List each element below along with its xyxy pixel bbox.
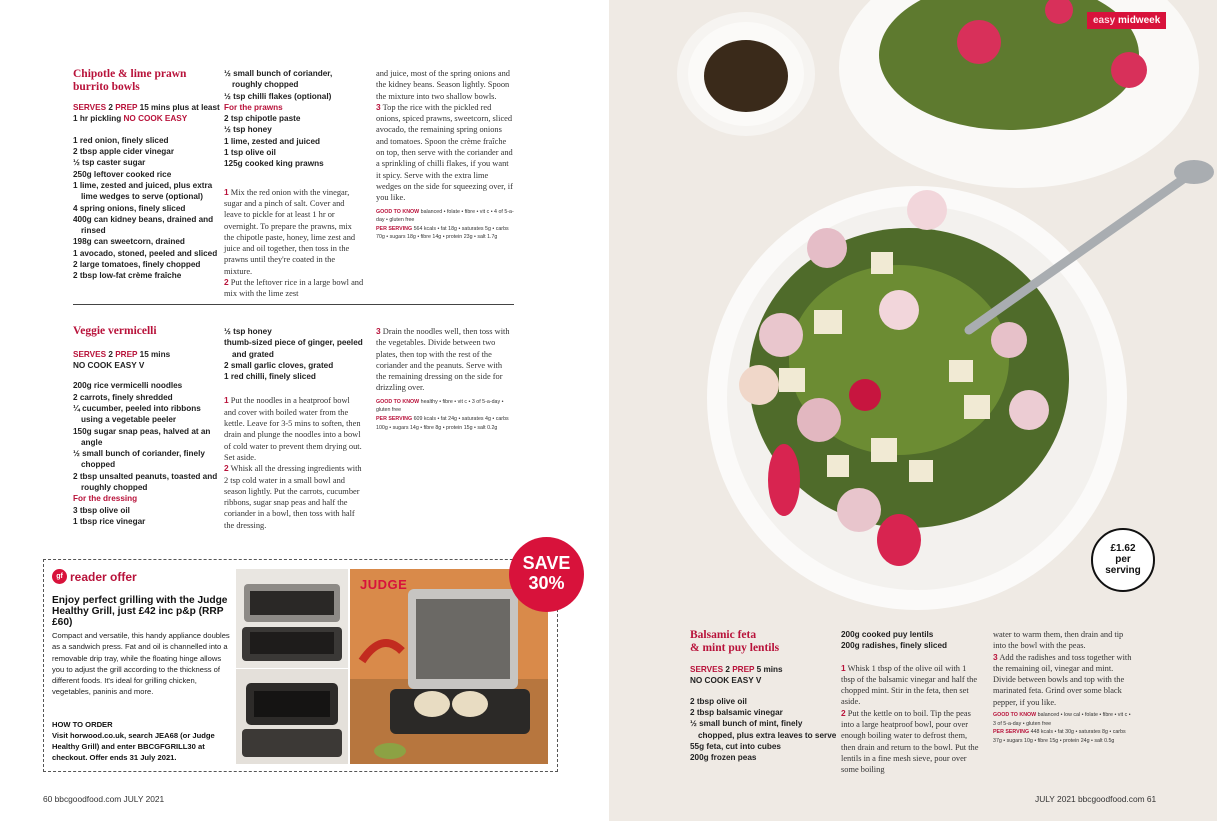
recipe-lentils-col2 <box>841 629 981 776</box>
subhead: For the prawns <box>224 102 283 112</box>
offer-headline: Enjoy perfect grilling with the Judge Healthy Grill, just £42 inc p&p (RRP £60) <box>52 595 228 628</box>
method-steps: 1 Whisk 1 tbsp of the olive oil with 1 tbsp of the balsamic vinegar and half the chopped mint. Stir in the feta, then set aside. 2 Put the kettle on to boil. Tip the peas into a large heatproof bowl, pour over enough boiling water to defrost them, then drain and return to the bowl. Put the lentils in a fine mesh sieve, pour over some boiling <box>841 662 979 775</box>
recipe-vermicelli-col3 <box>376 326 514 432</box>
ingredient-list: ½ tsp honey thumb-sized piece of ginger, peeled and grated 2 small garlic cloves, grated 1 red chilli, finely sliced <box>224 327 363 382</box>
offer-how-to-order: HOW TO ORDER Visit horwood.co.uk, search JEA68 (or Judge Healthy Grill) and enter BBCGFGRILL30 at checkout. Offer ends 31 July 2021. <box>52 720 215 763</box>
method-steps: 1 Put the noodles in a heatproof bowl and cover with boiled water from the kettle. Leave for 3-5 mins to soften, then drain and plunge the noodles into a bowl of cold water to prevent them drying out. Set aside. 2 Whisk all the dressing ingredients with 2 tsp cold water in a small bowl and season lightly. Put the carrots, cucumber ribbons, sugar snap peas and half the coriander in a bowl, then toss with half the dressing. <box>224 395 362 530</box>
recipe-title <box>73 68 223 93</box>
recipe-meta: SERVES 2 PREP 15 mins NO COOK EASY V <box>73 349 171 370</box>
page-footer-left: 60 bbcgoodfood.com JULY 2021 <box>43 794 165 804</box>
method-steps: 3 Drain the noodles well, then toss with the vegetables. Divide between two plates, then top with the rest of the coriander and the peanuts. Serve with the remaining dressing on the side for drizzling over. <box>376 326 510 393</box>
divider-rule <box>73 304 514 305</box>
save-badge: SAVE 30% <box>509 537 584 612</box>
recipe-burrito-col2 <box>224 68 364 300</box>
reader-offer-title: reader offer <box>70 569 137 584</box>
ingredient-list: 2 tbsp olive oil 2 tbsp balsamic vinegar ½ small bunch of mint, finely chopped, plus extra leaves to serve 55g feta, cut into cubes 200g frozen peas <box>690 696 837 763</box>
nutrition-info: GOOD TO KNOW balanced • low cal • folate • fibre • vit c • 3 of 5-a-day • gluten free PER SERVING 448 kcals • fat 30g • saturates 8g • carbs 37g • sugars 10g • fibre 15g • protein 24g • salt 0.5g <box>993 712 1131 744</box>
recipe-meta: SERVES 2 PREP 15 mins plus at least 1 hr pickling NO COOK EASY <box>73 103 220 124</box>
right-page <box>609 0 1217 821</box>
method-steps: and juice, most of the spring onions and the kidney beans. Season lightly. Spoon the mixture into two shallow bowls. 3 Top the rice with the pickled red onions, spiced prawns, sweetcorn, sliced avocado, the remaining spring onions and tomatoes. Spoon the crème fraîche on top, then serve with the coriander and a sprinkling of chilli flakes, if you want it spicy. Serve with the extra lime wedges on the side for squeezing over, if you like. <box>376 69 513 203</box>
ingredient-list: 1 red onion, finely sliced 2 tbsp apple cider vinegar ½ tsp caster sugar 250g leftover cooked rice 1 lime, zested and juiced, plus extra lime wedges to serve (optional) 4 spring onions, finely sliced 400g can kidney beans, drained and rinsed 198g can sweetcorn, drained 1 avocado, stoned, peeled and sliced 2 large tomatoes, finely chopped 2 tbsp low-fat crème fraîche <box>73 135 218 281</box>
ingredient-list: ½ small bunch of coriander, roughly chopped ½ tsp chilli flakes (optional) For the prawns 2 tsp chipotle paste ½ tsp honey 1 lime, zested and juiced 1 tsp olive oil 125g cooked king prawns <box>224 68 364 170</box>
ingredient-list: 200g rice vermicelli noodles 2 carrots, finely shredded ¼ cucumber, peeled into ribbons using a vegetable peeler 150g sugar snap peas, halved at an angle ½ small bunch of coriander, finely chopped 2 tbsp unsalted peanuts, toasted and roughly chopped For the dressing 3 tbsp olive oil 1 tbsp rice vinegar <box>73 380 223 527</box>
product-image-drip-tray <box>236 669 348 764</box>
reader-offer-box <box>43 559 558 772</box>
recipe-meta: SERVES 2 PREP 5 mins NO COOK EASY V <box>690 665 783 686</box>
ingredient-list: 200g cooked puy lentils 200g radishes, finely sliced <box>841 630 948 651</box>
recipe-vermicelli-col1 <box>73 325 223 527</box>
subhead: For the dressing <box>73 494 138 504</box>
product-image-grill-open <box>236 569 348 668</box>
recipe-lentils-col1 <box>690 629 840 764</box>
recipe-title-line1: Chipotle & lime prawn <box>73 68 187 80</box>
recipe-burrito-col3 <box>376 68 514 242</box>
recipe-title: Balsamic feta & mint puy lentils <box>690 629 780 654</box>
section-tag: easy midweek <box>1087 12 1166 29</box>
recipe-title-line2: burrito bowls <box>73 80 140 93</box>
offer-body: Compact and versatile, this handy appliance doubles as a sandwich press. Fat and oil is channelled into a removable drip tray, while the floating hinge allows you to adjust the grill according to the thickness of different foods. It's ideal for grilling chicken, vegetables, paninis and more. <box>52 631 230 697</box>
method-steps: 1 Mix the red onion with the vinegar, sugar and a pinch of salt. Cover and leave to pickle for at least 1 hr or overnight. To prepare the prawns, mix the chipotle paste, honey, lime zest and juice and oil together, then toss in the prawns until they're coated in the mixture. 2 Put the leftover rice in a large bowl and mix with the lime zest <box>224 186 364 299</box>
price-badge: £1.62 per serving <box>1091 528 1155 592</box>
nutrition-info: GOOD TO KNOW healthy • fibre • vit c • 3 of 5-a-day • gluten free PER SERVING 609 kcals • fat 24g • saturates 4g • carbs 100g • sugars 14g • fibre 8g • protein 15g • salt 0.2g <box>376 398 509 431</box>
recipe-lentils-col3 <box>993 629 1133 745</box>
gf-logo-icon: gf <box>52 569 67 584</box>
brand-logo: JUDGE <box>360 577 408 592</box>
nutrition-info: GOOD TO KNOW balanced • folate • fibre • vit c • 4 of 5-a-day • gluten free PER SERVING 564 kcals • fat 18g • saturates 5g • carbs 70g • sugars 18g • fibre 14g • protein 23g • salt 1.7g <box>376 208 514 241</box>
reader-offer-heading <box>52 569 137 584</box>
recipe-title: Veggie vermicelli <box>73 325 157 337</box>
recipe-vermicelli-col2 <box>224 326 364 531</box>
recipe-burrito-col1 <box>73 68 223 282</box>
method-steps: water to warm them, then drain and tip into the bowl with the peas. 3 Add the radishes and toss together with the remaining oil, vinegar and mint. Divide between bowls and top with the marinated feta. Grind over some black pepper, if you like. <box>993 630 1132 707</box>
page-footer-right: JULY 2021 bbcgoodfood.com 61 <box>1035 794 1157 804</box>
